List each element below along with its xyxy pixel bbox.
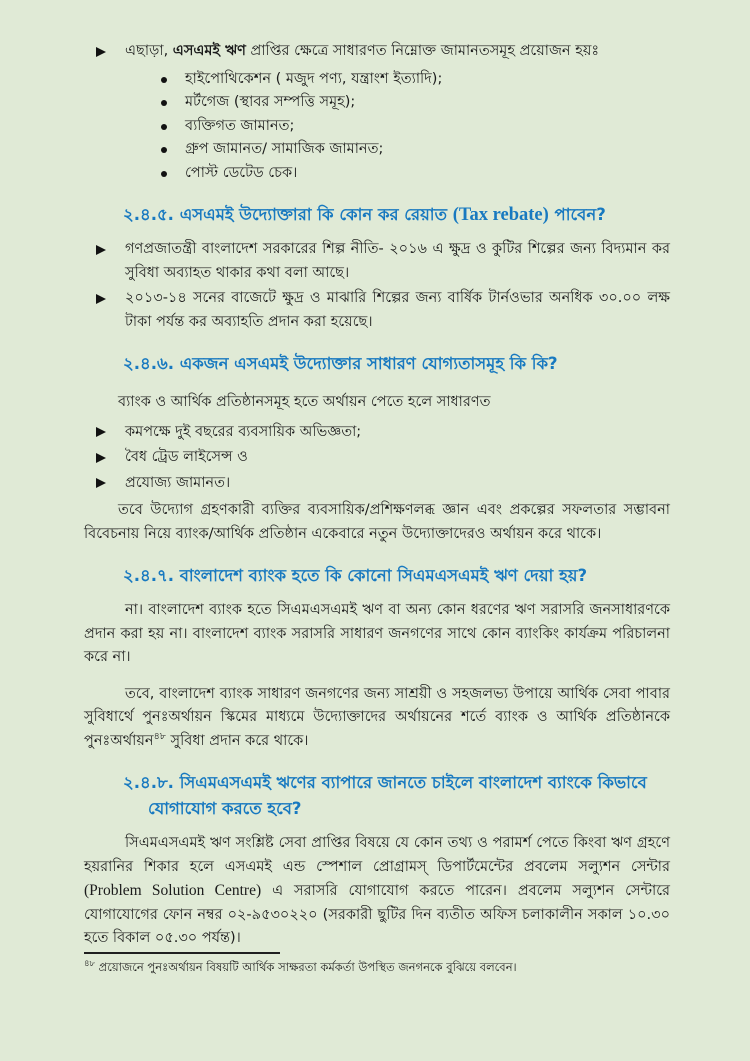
section-2-4-6-closing-paragraph: তবে উদ্যোগ গ্রহণকারী ব্যক্তির ব্যবসায়িক/প্রশিক্ষণলব্ধ জ্ঞান এবং প্রকল্পের সফলতার সম্ভাবনা বিবেচনায় নিয়ে ব্যাংক/আর্থিক প্রতিষ্ঠান একেবারে নতুন উদ্যোক্তাদেরও অর্থায়ন করে থাকে। [84,502,670,542]
list-item [84,421,670,445]
list-item [84,446,670,470]
collateral-item-text: গ্রুপ জামানত/ সামাজিক জামানত; [185,141,384,157]
collateral-item-text: ব্যক্তিগত জামানত; [185,117,295,134]
list-item [84,287,670,334]
section-2-4-8-heading: ২.৪.৮. সিএমএসএমই ঋণের ব্যাপারে জানতে চাইলে বাংলাদেশ ব্যাংকে কিভাবে যোগাযোগ করতে হবে? [123,773,647,818]
section-2-4-6-heading: ২.৪.৬. একজন এসএমই উদ্যোক্তার সাধারণ যোগ্যতাসমূহ কি কি? [123,354,558,373]
footnote [84,952,670,976]
collateral-lead-pre: এছাড়া, [125,43,173,59]
footnote-divider [84,952,280,954]
page-content [84,40,670,957]
footnote-text [84,959,670,976]
section-2-4-7-paragraph-2 [84,683,670,754]
section-2-4-6-intro: ব্যাংক ও আর্থিক প্রতিষ্ঠানসমূহ হতে অর্থায়ন পেতে হলে সাধারণত [118,394,491,410]
heading-text: পাবেন? [548,205,606,224]
collateral-lead-bold: এসএমই ঋণ [172,43,246,59]
list-item [84,238,670,285]
list-item [84,91,670,115]
collateral-item-text: মর্টগেজ (স্থাবর সম্পত্তি সমূহ); [185,94,356,110]
dot-bullet-icon [161,100,167,106]
paragraph-text: তবে, বাংলাদেশ ব্যাংক সাধারণ জনগণের জন্য সাশ্রয়ী ও সহজলভ্য উপায়ে আর্থিক সেবা পাবার সুবিধার্থে পুনঃঅর্থায়ন স্কিমের মাধ্যমে উদ্যোক্তাদের অর্থায়নের শর্তে ব্যাংক ও আর্থিক প্রতিষ্ঠানকে পুনঃঅর্থায়ন [84,685,670,749]
dot-bullet-icon [161,147,167,153]
bullet-text: কমপক্ষে দুই বছরের ব্যবসায়িক অভিজ্ঞতা; [125,423,362,440]
footnote-reference: ৪৮ [153,730,166,742]
footnote-marker: ৪৮ [84,959,96,970]
arrow-bullet-icon [96,478,106,488]
section-2-4-8-paragraph [84,832,670,951]
paragraph-text: সিএমএসএমই ঋণ সংশ্লিষ্ট সেবা প্রাপ্তির বিষয়ে যে কোন তথ্য ও পরামর্শ পেতে কিংবা ঋণ গ্রহণে হয়রানির শিকার হলে এসএমই এন্ড স্পেশাল প্রোগ্রামস্ ডিপার্টমেন্টের প্রবলেম সল্যুশন সেন্টার [84,835,670,875]
dot-bullet-icon [161,124,167,130]
collateral-lead-item [84,40,670,64]
list-item [84,472,670,496]
dot-bullet-icon [161,77,167,83]
collateral-lead-post: প্রাপ্তির ক্ষেত্রে সাধারণত নিম্নোক্ত জামানতসমূহ প্রয়োজন হয়ঃ [245,43,600,59]
collateral-dot-list [84,68,670,186]
collateral-lead-text [125,43,599,59]
bullet-text: বৈধ ট্রেড লাইসেন্স ও [125,449,248,465]
list-item [84,138,670,162]
heading-english-text: (Tax rebate) [452,205,549,225]
paragraph-text: সুবিধা প্রদান করে থাকে। [165,732,309,749]
list-item [84,162,670,186]
arrow-bullet-icon [96,47,106,57]
bullet-text: প্রযোজ্য জামানত। [125,474,231,491]
list-item [84,68,670,92]
collateral-item-text: হাইপোথিকেশন ( মজুদ পণ্য, যন্ত্রাংশ ইত্যাদি); [185,70,443,87]
arrow-bullet-icon [96,245,106,255]
footnote-body: প্রয়োজনে পুনঃঅর্থায়ন বিষয়টি আর্থিক সাক্ষরতা কর্মকর্তা উপস্থিত জনগনকে বুঝিয়ে বলবেন। [95,960,517,974]
section-2-4-7-heading: ২.৪.৭. বাংলাদেশ ব্যাংক হতে কি কোনো সিএমএসএমই ঋণ দেয়া হয়? [123,566,588,585]
collateral-item-text: পোস্ট ডেটেড চেক। [185,164,298,181]
heading-text: ২.৪.৫. এসএমই উদ্যোক্তারা কি কোন কর রেয়াত [123,205,453,224]
bullet-text: ২০১৩-১৪ সনের বাজেটে ক্ষুদ্র ও মাঝারি শিল্পের জন্য বার্ষিক টার্নওভার অনধিক ৩০.০০ লক্ষ টাকা পর্যন্ত কর অব্যাহতি প্রদান করা হয়েছে। [125,290,670,330]
arrow-bullet-icon [96,294,106,304]
list-item [84,115,670,139]
paragraph-text: এ সরাসরি যোগাযোগ করতে পারেন। প্রবলেম সল্যুশন সেন্টারে যোগাযোগের ফোন নম্বর ০২-৯৫৩০২২০ (সরকারী ছুটির দিন ব্যতীত অফিস চলাকালীন সকাল ১০.৩০ হতে বিকাল ০৫.৩০ পর্যন্ত)। [84,883,670,946]
arrow-bullet-icon [96,453,106,463]
bullet-text: গণপ্রজাতন্ত্রী বাংলাদেশ সরকারের শিল্প নীতি- ২০১৬ এ ক্ষুদ্র ও কুটির শিল্পের জন্য বিদ্যমান কর সুবিধা অব্যাহত থাকার কথা বলা আছে। [125,241,670,281]
section-2-4-5-heading [123,202,670,228]
dot-bullet-icon [161,171,167,177]
section-2-4-7-paragraph-1: না। বাংলাদেশ ব্যাংক হতে সিএমএসএমই ঋণ বা অন্য কোন ধরণের ঋণ সরাসরি জনসাধারণকে প্রদান করা হয় না। বাংলাদেশ ব্যাংক সরাসরি সাধারণ জনগণের সাথে কোন ব্যাংকিং কার্যক্রম পরিচালনা করে না। [84,602,670,665]
paragraph-english-text: (Problem Solution Centre) [84,882,262,899]
arrow-bullet-icon [96,427,106,437]
